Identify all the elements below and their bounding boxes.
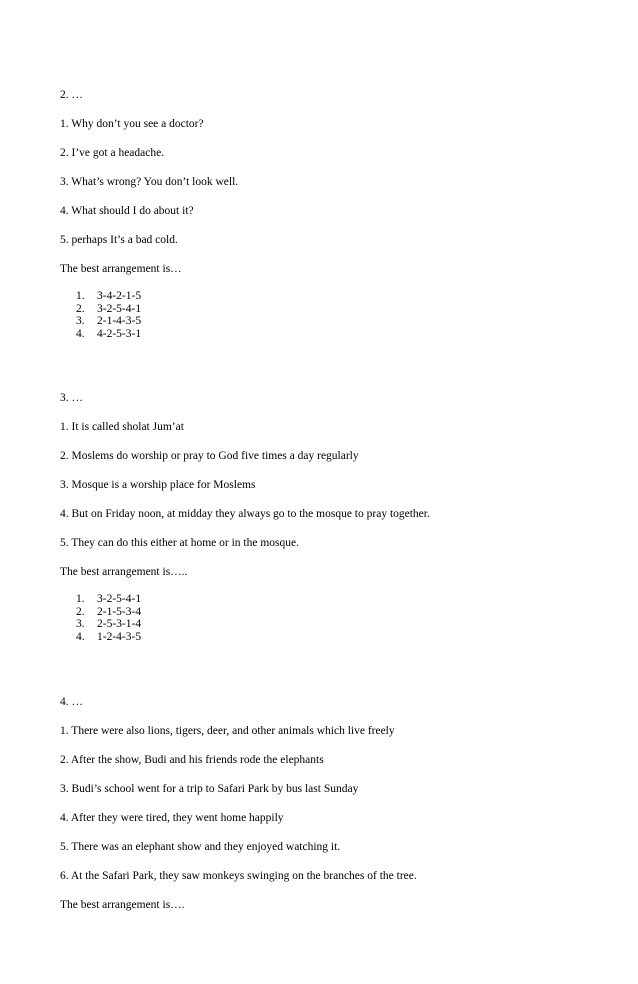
sentence-2: 2. After the show, Budi and his friends rode the elephants: [60, 754, 324, 766]
sentence-3: 3. What’s wrong? You don’t look well.: [60, 176, 239, 188]
answer-option: [76, 303, 600, 316]
sentence-2: 2. Moslems do worship or pray to God five times a day regularly: [60, 450, 359, 462]
sentence-5: 5. perhaps It’s a bad cold.: [60, 234, 178, 246]
sentence-4: 4. What should I do about it?: [60, 205, 194, 217]
option-text: 3-2-5-4-1: [97, 593, 142, 605]
sentence-5: 5. They can do this either at home or in the mosque.: [60, 537, 299, 549]
answer-options: [60, 290, 600, 340]
option-number: 2.: [76, 605, 85, 618]
option-number: 3.: [76, 315, 85, 327]
sentence-2: 2. I’ve got a headache.: [60, 147, 165, 159]
question-number: 3. …: [60, 392, 83, 404]
answer-option: [76, 328, 600, 341]
option-text: 4-2-5-3-1: [97, 327, 142, 340]
option-text: 3-4-2-1-5: [97, 290, 142, 302]
arrangement-prompt: The best arrangement is….: [60, 899, 185, 911]
answer-option: [76, 606, 600, 619]
sentence-1: 1. It is called sholat Jum’at: [60, 421, 184, 433]
option-number: 3.: [76, 618, 85, 630]
answer-option: [76, 315, 600, 328]
sentence-3: 3. Mosque is a worship place for Moslems: [60, 479, 256, 491]
arrangement-prompt: The best arrangement is…: [60, 263, 182, 275]
option-text: 2-1-4-3-5: [97, 315, 142, 327]
sentence-5: 5. There was an elephant show and they enjoyed watching it.: [60, 841, 341, 853]
option-number: 4.: [76, 327, 85, 340]
answer-option: [76, 618, 600, 631]
answer-option: [76, 593, 600, 606]
question-4: [60, 694, 600, 926]
question-number: 4. …: [60, 696, 83, 708]
sentence-6: 6. At the Safari Park, they saw monkeys swinging on the branches of the tree.: [60, 870, 417, 882]
sentence-1: 1. There were also lions, tigers, deer, and other animals which live freely: [60, 725, 395, 737]
option-number: 1.: [76, 593, 85, 605]
option-text: 1-2-4-3-5: [97, 630, 142, 643]
arrangement-prompt: The best arrangement is…..: [60, 566, 188, 578]
answer-options: [60, 593, 600, 643]
sentence-1: 1. Why don’t you see a doctor?: [60, 118, 204, 130]
option-number: 1.: [76, 290, 85, 302]
answer-option: [76, 631, 600, 644]
option-text: 2-5-3-1-4: [97, 618, 142, 630]
option-text: 2-1-5-3-4: [97, 605, 142, 618]
question-2: [60, 87, 600, 340]
question-number: 2. …: [60, 89, 83, 101]
sentence-4: 4. After they were tired, they went home happily: [60, 812, 284, 824]
answer-option: [76, 290, 600, 303]
sentence-3: 3. Budi’s school went for a trip to Safari Park by bus last Sunday: [60, 783, 359, 795]
question-3: [60, 390, 600, 643]
sentence-4: 4. But on Friday noon, at midday they always go to the mosque to pray together.: [60, 508, 430, 520]
option-number: 2.: [76, 302, 85, 315]
option-text: 3-2-5-4-1: [97, 302, 142, 315]
option-number: 4.: [76, 630, 85, 643]
